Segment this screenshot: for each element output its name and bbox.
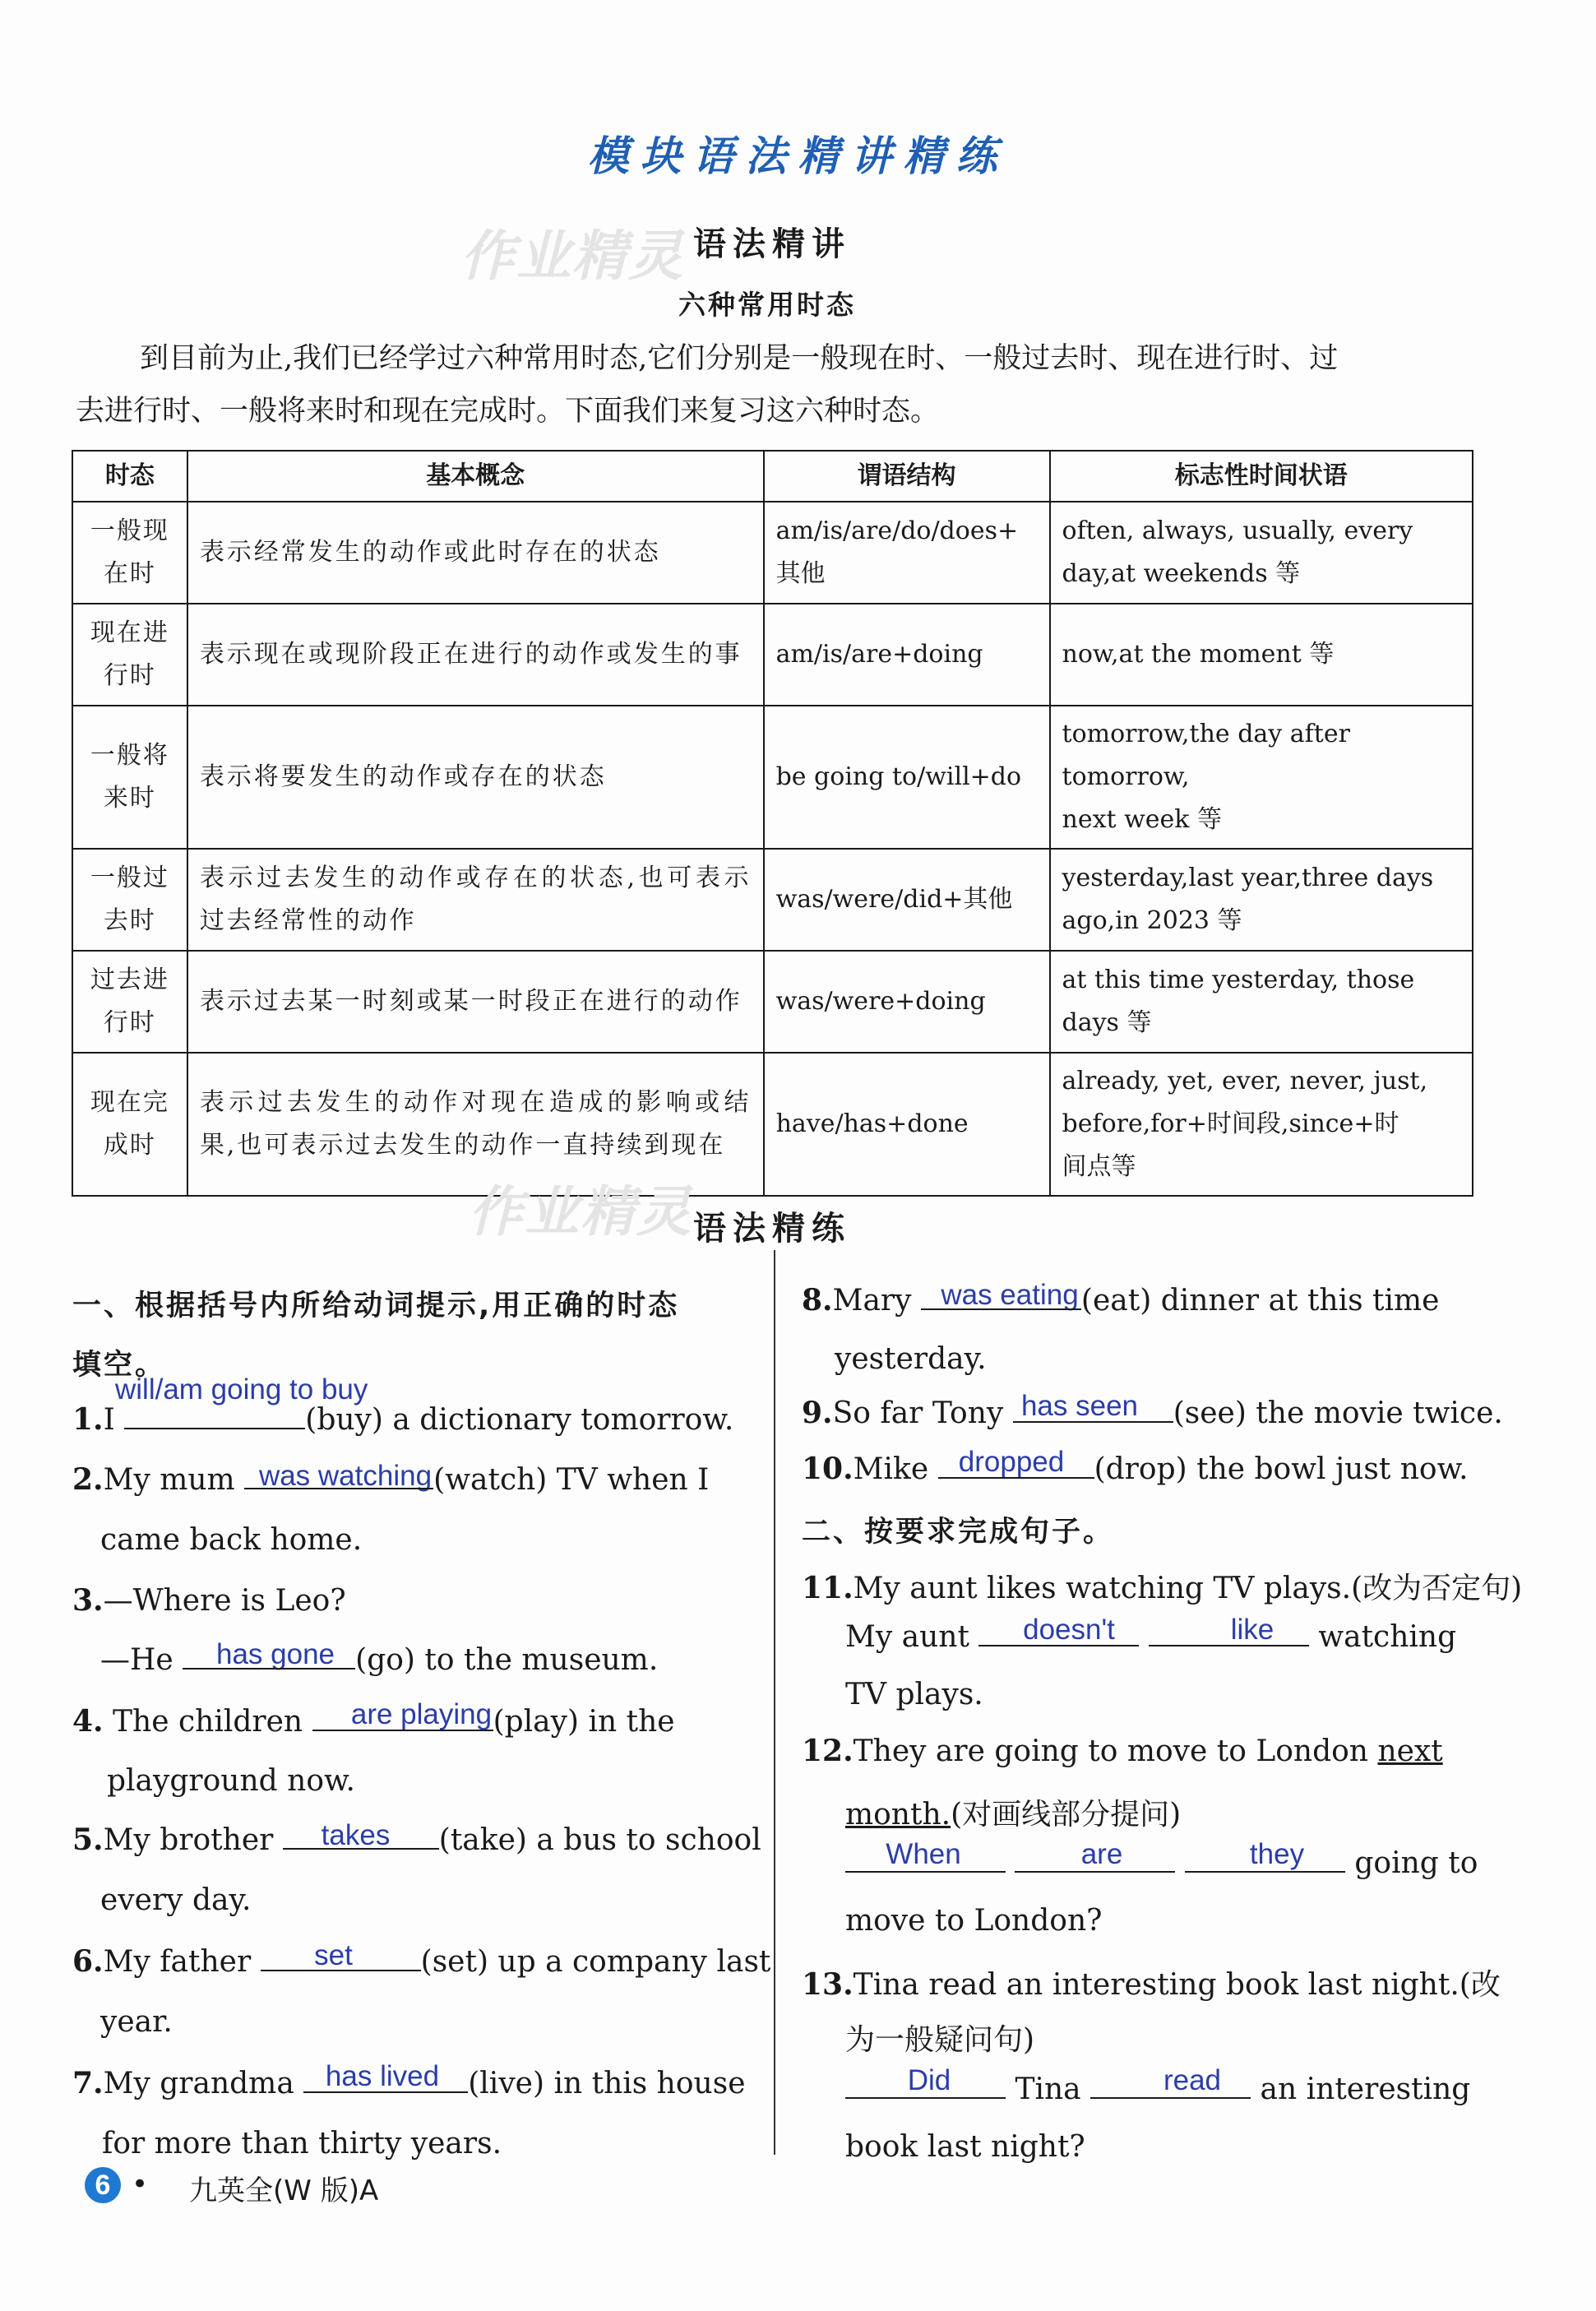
page-number-badge: 6 — [85, 2167, 121, 2203]
answer-text: they — [1249, 1838, 1305, 1870]
marker-cell: already, yet, ever, never, just, before,for+时间段,since+时 间点等 — [1050, 1053, 1473, 1196]
answer-text: are playing — [350, 1698, 493, 1730]
question-12-answer-line: going to — [845, 1846, 1478, 1880]
question-13-answer-line: Tina an interesting — [845, 2072, 1470, 2106]
answer-blank[interactable] — [845, 2072, 1006, 2099]
intro-line-1: 到目前为止,我们已经学过六种常用时态,它们分别是一般现在时、一般过去时、现在进行时、过 — [140, 342, 1339, 375]
concept-cell: 表示将要发生的动作或存在的状态 — [187, 706, 764, 849]
concept-cell: 表示过去某一时刻或某一时段正在进行的动作 — [187, 951, 764, 1053]
answer-text: read — [1163, 2064, 1222, 2096]
marker-cell: yesterday,last year,three days ago,in 2023 等 — [1050, 849, 1473, 951]
answer-blank[interactable] — [978, 1620, 1139, 1646]
column-divider — [774, 1250, 775, 2155]
table-header: 基本概念 — [187, 451, 764, 502]
answer-blank[interactable] — [312, 1705, 493, 1731]
question-4: 4. The children (play) in the — [72, 1704, 675, 1739]
question-5-cont: every day. — [100, 1883, 252, 1917]
table-header-row — [72, 451, 1473, 502]
footer-bullet: • — [132, 2168, 149, 2201]
answer-text: dropped — [958, 1446, 1065, 1478]
answer-text: has seen — [1020, 1390, 1139, 1422]
marker-cell: often, always, usually, every day,at weekends 等 — [1050, 502, 1473, 604]
question-12-cont: move to London? — [845, 1904, 1103, 1938]
table-row — [72, 849, 1473, 951]
answer-blank[interactable] — [303, 2067, 468, 2093]
answer-blank[interactable] — [283, 1823, 439, 1850]
tense-cell: 现在完 成时 — [72, 1053, 187, 1196]
question-8: 8.Mary (eat) dinner at this time — [802, 1283, 1440, 1318]
answer-text: are — [1080, 1838, 1123, 1870]
answer-text: doesn't — [1023, 1614, 1115, 1646]
concept-cell: 表示过去发生的动作或存在的状态,也可表示过去经常性的动作 — [187, 849, 764, 951]
question-4-cont: playground now. — [107, 1764, 355, 1798]
tense-cell: 过去进 行时 — [72, 951, 187, 1053]
question-1: 1.I (buy) a dictionary tomorrow. — [72, 1402, 734, 1437]
table-header: 标志性时间状语 — [1050, 451, 1473, 502]
table-row — [72, 604, 1473, 706]
structure-cell: was/were/did+其他 — [764, 849, 1050, 951]
answer-text: Did — [907, 2064, 951, 2096]
question-7: 7.My grandma (live) in this house — [72, 2066, 746, 2100]
concept-cell: 表示过去发生的动作对现在造成的影响或结果,也可表示过去发生的动作一直持续到现在 — [187, 1053, 764, 1196]
answer-text: has gone — [215, 1638, 335, 1670]
answer-text: was watching — [258, 1460, 433, 1492]
answer-text: set — [314, 1939, 353, 1971]
table-header: 时态 — [72, 451, 187, 502]
watermark: 作业精灵 — [460, 225, 684, 288]
answer-blank[interactable] — [244, 1463, 433, 1489]
table-row — [72, 706, 1473, 849]
tense-cell: 一般现 在时 — [72, 502, 187, 604]
part1-title: 一、根据括号内所给动词提示,用正确的时态 — [72, 1290, 680, 1322]
structure-cell: have/has+done — [764, 1053, 1050, 1196]
question-9: 9.So far Tony (see) the movie twice. — [802, 1396, 1503, 1430]
watermark: 作业精灵 — [469, 1180, 692, 1243]
question-6: 6.My father (set) up a company last — [72, 1944, 771, 1979]
tense-cell: 现在进 行时 — [72, 604, 187, 706]
answer-blank[interactable] — [845, 1846, 1006, 1873]
question-11-answer-line: My aunt watching — [845, 1620, 1457, 1654]
answer-blank[interactable] — [261, 1945, 421, 1971]
answer-blank[interactable] — [124, 1403, 305, 1429]
answer-blank[interactable] — [1013, 1396, 1173, 1423]
answer-text: takes — [321, 1819, 391, 1851]
question-12-line-2: month.(对画线部分提问) — [845, 1798, 1182, 1832]
intro-line-2: 去进行时、一般将来时和现在完成时。下面我们来复习这六种时态。 — [76, 395, 940, 428]
section-subheading: 六种常用时态 — [678, 289, 856, 321]
question-5: 5.My brother (take) a bus to school — [72, 1822, 761, 1857]
structure-cell: am/is/are/do/does+ 其他 — [764, 502, 1050, 604]
answer-blank[interactable] — [183, 1643, 355, 1670]
answer-blank[interactable] — [1015, 1846, 1175, 1873]
table-row — [72, 951, 1473, 1053]
question-11: 11.My aunt likes watching TV plays.(改为否定句) — [802, 1571, 1523, 1605]
part1-title-cont: 填空。 — [72, 1349, 167, 1382]
structure-cell: was/were+doing — [764, 951, 1050, 1053]
table-row — [72, 502, 1473, 604]
answer-text: like — [1230, 1614, 1274, 1646]
question-3: 3.—Where is Leo? — [72, 1583, 346, 1618]
answer-blank[interactable] — [1149, 1620, 1309, 1646]
answer-text: will/am going to buy — [115, 1373, 368, 1406]
question-8-cont: yesterday. — [835, 1342, 987, 1376]
marker-cell: at this time yesterday, those days 等 — [1050, 951, 1473, 1053]
answer-blank[interactable] — [1185, 1846, 1345, 1873]
question-12: 12.They are going to move to London next — [802, 1734, 1443, 1768]
answer-text: was eating — [941, 1279, 1079, 1311]
page-title: 模块语法精讲精练 — [587, 132, 1009, 180]
question-2: 2.My mum (watch) TV when I — [72, 1462, 710, 1497]
underlined-word: next — [1377, 1734, 1443, 1768]
marker-cell: tomorrow,the day after tomorrow, next week 等 — [1050, 706, 1473, 849]
answer-text: has lived — [325, 2060, 440, 2092]
question-3-answer-line: —He (go) to the museum. — [100, 1643, 659, 1677]
question-2-cont: came back home. — [100, 1523, 363, 1557]
tense-table — [72, 450, 1473, 1197]
answer-blank[interactable] — [921, 1284, 1081, 1310]
answer-blank[interactable] — [938, 1452, 1094, 1479]
tense-cell: 一般将 来时 — [72, 706, 187, 849]
structure-cell: am/is/are+doing — [764, 604, 1050, 706]
footer-book-label: 九英全(W 版)A — [189, 2174, 379, 2207]
marker-cell: now,at the moment 等 — [1050, 604, 1473, 706]
table-header: 谓语结构 — [764, 451, 1050, 502]
structure-cell: be going to/will+do — [764, 706, 1050, 849]
question-11-cont: TV plays. — [845, 1678, 983, 1711]
answer-blank[interactable] — [1090, 2072, 1251, 2099]
table-row — [72, 1053, 1473, 1196]
section-heading-practice: 语法精练 — [693, 1209, 851, 1248]
question-13-cont: book last night? — [845, 2130, 1085, 2164]
underlined-word: month. — [845, 1798, 951, 1832]
question-6-cont: year. — [100, 2005, 173, 2039]
tense-cell: 一般过 去时 — [72, 849, 187, 951]
question-10: 10.Mike (drop) the bowl just now. — [802, 1452, 1469, 1486]
question-13: 13.Tina read an interesting book last night.(改 — [802, 1967, 1501, 2002]
question-7-cont: for more than thirty years. — [102, 2127, 502, 2160]
concept-cell: 表示现在或现阶段正在进行的动作或发生的事 — [187, 604, 764, 706]
answer-text: When — [886, 1838, 961, 1870]
section-heading-explain: 语法精讲 — [693, 225, 851, 263]
part2-title: 二、按要求完成句子。 — [802, 1516, 1115, 1549]
concept-cell: 表示经常发生的动作或此时存在的状态 — [187, 502, 764, 604]
question-13-line-2: 为一般疑问句) — [845, 2023, 1035, 2057]
